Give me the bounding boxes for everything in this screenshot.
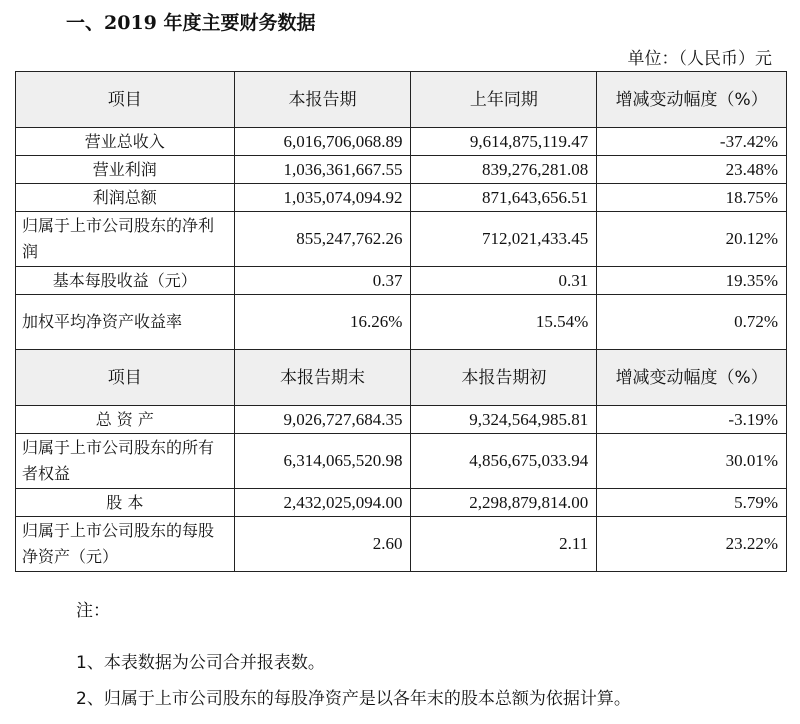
row-label: 归属于上市公司股东的所有者权益 bbox=[16, 434, 235, 489]
cell-value: 9,614,875,119.47 bbox=[411, 128, 597, 156]
cell-value: 9,324,564,985.81 bbox=[411, 406, 597, 434]
row-label: 营业利润 bbox=[16, 156, 235, 184]
section-title: 一、2019 年度主要财务数据 bbox=[66, 12, 316, 34]
cell-value: 0.37 bbox=[234, 267, 411, 295]
cell-value: 2.60 bbox=[234, 517, 411, 572]
cell-value: 871,643,656.51 bbox=[411, 184, 597, 212]
header-row bbox=[16, 350, 787, 406]
row-label: 总 资 产 bbox=[16, 406, 235, 434]
cell-value: 855,247,762.26 bbox=[234, 212, 411, 267]
cell-value: 0.72% bbox=[597, 295, 787, 350]
row-label: 股 本 bbox=[16, 489, 235, 517]
column-header: 本报告期初 bbox=[411, 350, 597, 406]
cell-value: 20.12% bbox=[597, 212, 787, 267]
unit-label: 单位：（人民币）元 bbox=[627, 49, 772, 69]
column-header: 项目 bbox=[16, 350, 235, 406]
table-row bbox=[16, 184, 787, 212]
column-header: 上年同期 bbox=[411, 72, 597, 128]
table-row bbox=[16, 489, 787, 517]
cell-value: 2,432,025,094.00 bbox=[234, 489, 411, 517]
row-label: 加权平均净资产收益率 bbox=[16, 295, 235, 350]
cell-value: 6,314,065,520.98 bbox=[234, 434, 411, 489]
cell-value: 18.75% bbox=[597, 184, 787, 212]
cell-value: 712,021,433.45 bbox=[411, 212, 597, 267]
cell-value: 2,298,879,814.00 bbox=[411, 489, 597, 517]
cell-value: -37.42% bbox=[597, 128, 787, 156]
cell-value: 30.01% bbox=[597, 434, 787, 489]
financial-data-table bbox=[15, 71, 787, 572]
table-row bbox=[16, 406, 787, 434]
note-item: 1、本表数据为公司合并报表数。 bbox=[76, 653, 325, 673]
table-row bbox=[16, 267, 787, 295]
column-header: 增减变动幅度（%） bbox=[597, 72, 787, 128]
cell-value: 0.31 bbox=[411, 267, 597, 295]
cell-value: 2.11 bbox=[411, 517, 597, 572]
cell-value: 15.54% bbox=[411, 295, 597, 350]
table-row bbox=[16, 212, 787, 267]
note-item: 2、归属于上市公司股东的每股净资产是以各年末的股本总额为依据计算。 bbox=[76, 689, 631, 709]
cell-value: 9,026,727,684.35 bbox=[234, 406, 411, 434]
column-header: 本报告期 bbox=[234, 72, 411, 128]
cell-value: 839,276,281.08 bbox=[411, 156, 597, 184]
row-label: 基本每股收益（元） bbox=[16, 267, 235, 295]
table-row bbox=[16, 156, 787, 184]
table-row bbox=[16, 295, 787, 350]
table-row bbox=[16, 434, 787, 489]
row-label: 营业总收入 bbox=[16, 128, 235, 156]
column-header: 本报告期末 bbox=[234, 350, 411, 406]
cell-value: 23.22% bbox=[597, 517, 787, 572]
row-label: 归属于上市公司股东的每股净资产（元） bbox=[16, 517, 235, 572]
cell-value: 5.79% bbox=[597, 489, 787, 517]
row-label: 归属于上市公司股东的净利润 bbox=[16, 212, 235, 267]
cell-value: 4,856,675,033.94 bbox=[411, 434, 597, 489]
column-header: 项目 bbox=[16, 72, 235, 128]
table-row bbox=[16, 128, 787, 156]
cell-value: 23.48% bbox=[597, 156, 787, 184]
table-row bbox=[16, 517, 787, 572]
header-row bbox=[16, 72, 787, 128]
cell-value: 19.35% bbox=[597, 267, 787, 295]
cell-value: 1,035,074,094.92 bbox=[234, 184, 411, 212]
column-header: 增减变动幅度（%） bbox=[597, 350, 787, 406]
notes-heading: 注： bbox=[76, 601, 110, 621]
cell-value: 6,016,706,068.89 bbox=[234, 128, 411, 156]
cell-value: -3.19% bbox=[597, 406, 787, 434]
cell-value: 1,036,361,667.55 bbox=[234, 156, 411, 184]
row-label: 利润总额 bbox=[16, 184, 235, 212]
cell-value: 16.26% bbox=[234, 295, 411, 350]
